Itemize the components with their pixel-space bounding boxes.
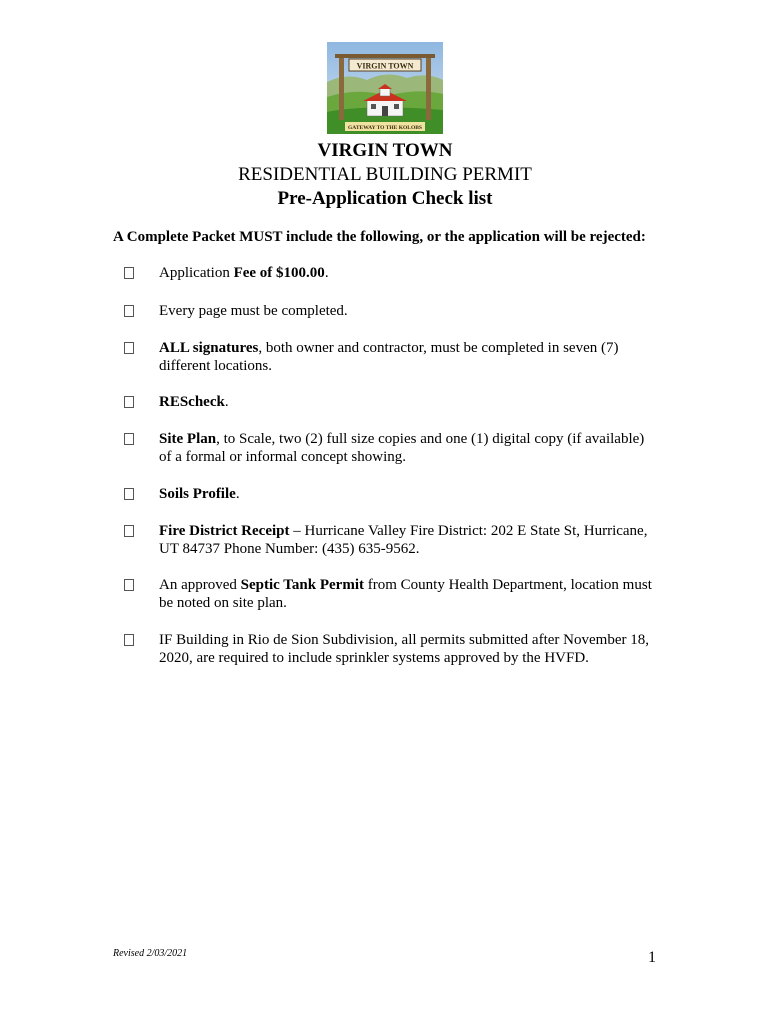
town-title: VIRGIN TOWN [317,140,453,161]
checklist-item-text: An approved Septic Tank Permit from County Health Department, location must be noted on site plan. [159,577,652,611]
checkbox[interactable] [124,433,134,445]
checklist-item-text: Application Fee of $100.00. [159,265,329,281]
checkbox[interactable] [124,267,134,279]
logo-sign-text: VIRGIN TOWN [356,61,414,71]
checklist-subtitle: Pre-Application Check list [277,188,493,209]
checklist-item-text: Site Plan, to Scale, two (2) full size copies and one (1) digital copy (if available) of a formal or informal concept showing. [159,431,645,465]
logo-banner-text: GATEWAY TO THE KOLOBS [348,125,422,131]
checklist-item-text: Soils Profile. [159,486,240,502]
revision-date: Revised 2/03/2021 [113,948,188,959]
checkbox[interactable] [124,305,134,317]
checkbox[interactable] [124,488,134,500]
intro-text: A Complete Packet MUST include the following, or the application will be rejected: [113,229,646,245]
checklist-item-text: Every page must be completed. [159,303,348,319]
checkbox[interactable] [124,579,134,591]
page-number: 1 [648,949,656,966]
virgin-town-logo [327,42,443,134]
checklist-item-text: Fire District Receipt – Hurricane Valley Fire District: 202 E State St, Hurricane, UT 84737 Phone Number: (435) 635-9562. [159,523,648,557]
checkbox[interactable] [124,342,134,354]
checkbox[interactable] [124,396,134,408]
checkbox[interactable] [124,525,134,537]
permit-title: RESIDENTIAL BUILDING PERMIT [238,164,532,185]
checklist-item-text: ALL signatures, both owner and contractor, must be completed in seven (7) different locations. [159,340,619,374]
checkbox[interactable] [124,634,134,646]
checklist-item-text: IF Building in Rio de Sion Subdivision, all permits submitted after November 18, 2020, are required to include sprinkler systems approved by the HVFD. [159,632,649,666]
checklist-item-text: REScheck. [159,394,229,410]
